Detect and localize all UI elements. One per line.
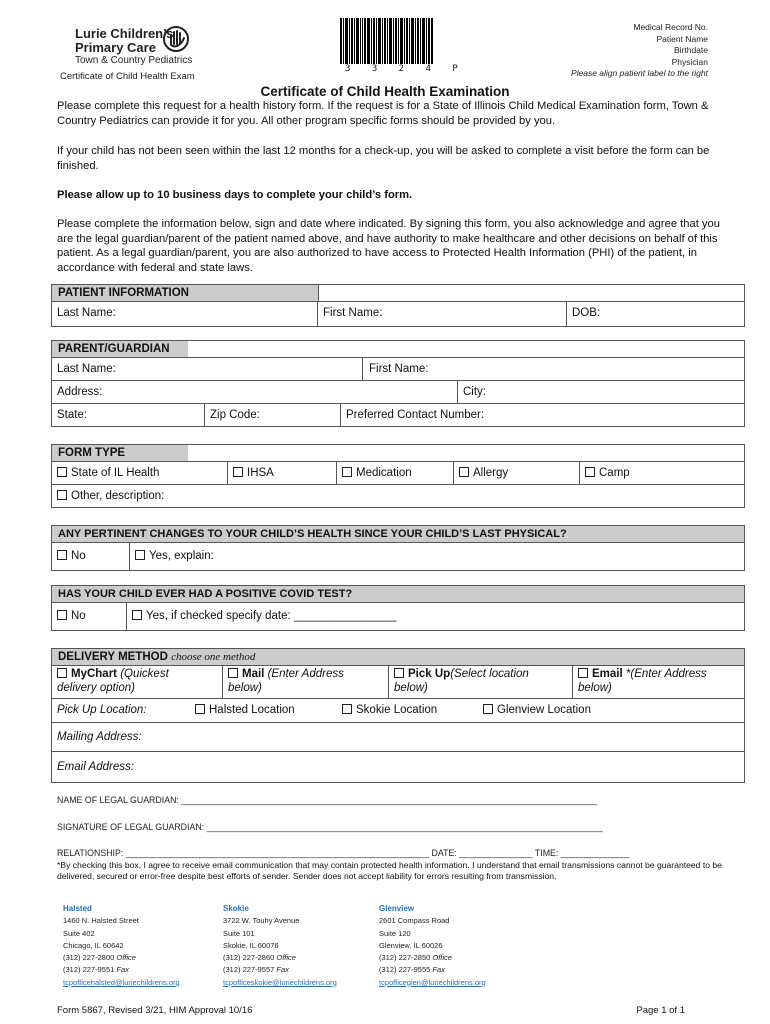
checkbox[interactable] [57, 490, 67, 500]
guardian-contact-field[interactable]: Preferred Contact Number: [346, 409, 485, 421]
form-type-section [51, 444, 745, 508]
patient-first-name-field[interactable]: First Name: [323, 307, 383, 319]
section-header: ANY PERTINENT CHANGES TO YOUR CHILD’S HEALTH SINCE YOUR CHILD’S LAST PHYSICAL? [52, 526, 744, 542]
pickup-glenview-option[interactable]: Glenview Location [478, 699, 678, 722]
certificate-small-title: Certificate of Child Health Exam [60, 71, 195, 82]
patient-last-name-field[interactable]: Last Name: [57, 307, 116, 319]
section-header: PARENT/GUARDIAN [52, 341, 188, 357]
section-header: DELIVERY METHOD choose one method [52, 649, 744, 665]
hand-logo-icon [163, 25, 189, 53]
delivery-method-section [51, 648, 745, 783]
section-header: FORM TYPE [52, 445, 188, 461]
halsted-email-link[interactable]: tcpofficehalsted@luriechildrens.org [63, 977, 180, 987]
form-number: Form 5867, Revised 3/21, HIM Approval 10/16 [57, 1005, 253, 1016]
guardian-address-field[interactable]: Address: [57, 386, 103, 398]
logo-line-2: Primary Care [75, 40, 156, 55]
pickup-location-label: Pick Up Location: [57, 704, 147, 716]
checkbox[interactable] [57, 550, 67, 560]
covid-yes-option[interactable]: Yes, if checked specify date: ________________ [127, 603, 744, 630]
checkbox[interactable] [585, 467, 595, 477]
guardian-city-field[interactable]: City: [463, 386, 486, 398]
glenview-email-link[interactable]: tcpofficeglen@luriechildrens.org [379, 977, 486, 987]
guardian-state-field[interactable]: State: [57, 409, 88, 421]
checkbox[interactable] [483, 704, 493, 714]
business-days-note: Please allow up to 10 business days to complete your child’s form. [57, 189, 413, 201]
email-consent-text: *By checking this box, I agree to receive email communication that may contain protected health information. I understand that email transmissions cannot be guaranteed to be delivered, secured or error-free despite best efforts of sender. Sender does not accept liability for errors resulting from transmission. [57, 860, 722, 881]
checkbox[interactable] [578, 668, 588, 678]
checkbox[interactable] [135, 550, 145, 560]
covid-no-option[interactable]: No [52, 603, 126, 630]
pickup-skokie-option[interactable]: Skokie Location [337, 699, 487, 722]
delivery-pickup-option[interactable]: Pick Up(Select location below) [394, 668, 529, 694]
office-skokie: Skokie 3722 W. Touhy Avenue Suite 101 Skokie, IL 60076 (312) 227-2860 Office (312) 227-9557 Fax tcpofficeskokie@luriechildrens.org [223, 903, 337, 989]
email-address-field[interactable]: Email Address: [57, 761, 134, 773]
checkbox[interactable] [233, 467, 243, 477]
delivery-mychart-option[interactable]: MyChart (Quickest delivery option) [57, 668, 169, 694]
form-type-il-health-option[interactable]: State of IL Health [52, 462, 227, 484]
logo-line-1: Lurie Children’s [75, 26, 174, 41]
guardian-zip-field[interactable]: Zip Code: [210, 409, 260, 421]
page-title: Certificate of Child Health Examination [260, 84, 510, 99]
intro-paragraph: Please complete this request for a health history form. If the request is for a State of Illinois Child Medical Examination form, Town & Country Pediatrics can provide it for you. All other program specific forms should be provided by you. [57, 100, 709, 127]
form-type-camp-option[interactable]: Camp [580, 462, 744, 484]
label-note: Please align patient label to the right [570, 68, 708, 78]
delivery-mail-option[interactable]: Mail (Enter Address below) [228, 668, 344, 694]
form-type-allergy-option[interactable]: Allergy [454, 462, 579, 484]
guardian-first-name-field[interactable]: First Name: [369, 363, 429, 375]
checkbox[interactable] [394, 668, 404, 678]
mailing-address-field[interactable]: Mailing Address: [57, 731, 142, 743]
visit-paragraph: If your child has not been seen within the last 12 months for a check-up, you will be asked to complete a visit before the form can be finished. [57, 145, 710, 172]
patient-information-section [51, 284, 745, 327]
office-glenview: Glenview 2601 Compass Road Suite 120 Glenview, IL 60026 (312) 227-2850 Office (312) 227-9555 Fax tcpofficeglen@luriechildrens.org [379, 903, 486, 989]
barcode-number: 3 3 2 4 P [345, 64, 466, 74]
skokie-email-link[interactable]: tcpofficeskokie@luriechildrens.org [223, 977, 337, 987]
changes-no-option[interactable]: No [52, 543, 129, 570]
logo-line-3: Town & Country Pediatrics [75, 55, 193, 66]
checkbox[interactable] [228, 668, 238, 678]
checkbox[interactable] [57, 668, 67, 678]
checkbox[interactable] [57, 467, 67, 477]
covid-section [51, 585, 745, 631]
label-line: Medical Record No. [633, 22, 708, 32]
form-type-other-option[interactable]: Other, description: [52, 485, 744, 507]
parent-guardian-section [51, 340, 745, 427]
checkbox[interactable] [195, 704, 205, 714]
section-header: PATIENT INFORMATION [52, 285, 319, 301]
patient-dob-field[interactable]: DOB: [572, 307, 601, 319]
office-halsted: Halsted 1460 N. Halsted Street Suite 402 Chicago, IL 60642 (312) 227-2800 Office (312) 227-9551 Fax tcpofficehalsted@luriechildrens.org [63, 903, 180, 989]
consent-paragraph: Please complete the information below, sign and date where indicated. By signing this form, you also acknowledge and agree that you are the legal guardian/parent of the patient named above, and have authority to make healthcare and other decisions on behalf of this patient. As a legal guardian/parent, you are also authorized to have access to Protected Health Information (PHI) of the patient, in accordance with federal and state laws. [57, 218, 720, 274]
label-line: Birthdate [673, 45, 708, 55]
guardian-last-name-field[interactable]: Last Name: [57, 363, 116, 375]
checkbox[interactable] [342, 704, 352, 714]
pickup-halsted-option[interactable]: Halsted Location [190, 699, 340, 722]
checkbox[interactable] [342, 467, 352, 477]
checkbox[interactable] [459, 467, 469, 477]
delivery-email-option[interactable]: Email *(Enter Address below) [578, 668, 707, 694]
barcode-icon [340, 18, 433, 64]
section-header: HAS YOUR CHILD EVER HAD A POSITIVE COVID TEST? [52, 586, 744, 602]
page-number: Page 1 of 1 [636, 1005, 685, 1016]
label-line: Patient Name [656, 33, 708, 44]
guardian-signature-line[interactable]: SIGNATURE OF LEGAL GUARDIAN: _________________________________________________________________________________ [57, 822, 603, 832]
changes-yes-option[interactable]: Yes, explain: [130, 543, 744, 570]
checkbox[interactable] [57, 610, 67, 620]
form-type-ihsa-option[interactable]: IHSA [228, 462, 336, 484]
checkbox[interactable] [132, 610, 142, 620]
guardian-name-line[interactable]: NAME OF LEGAL GUARDIAN: _____________________________________________________________________________________ [57, 795, 598, 805]
patient-label-area [571, 22, 708, 80]
relationship-date-time-line[interactable]: RELATIONSHIP: ______________________________________________________________ DATE: _______________ TIME: ______________ [57, 848, 630, 858]
form-type-medication-option[interactable]: Medication [337, 462, 453, 484]
health-changes-section [51, 525, 745, 571]
label-line: Physician [671, 56, 708, 67]
